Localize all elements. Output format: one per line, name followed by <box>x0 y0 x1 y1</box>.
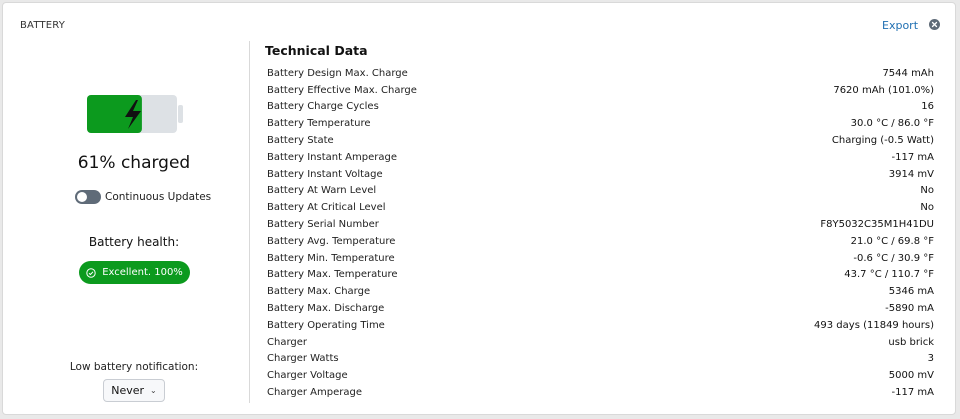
continuous-updates-toggle[interactable] <box>75 190 101 204</box>
continuous-updates-row <box>75 189 211 205</box>
technical-data-key: Battery At Critical Level <box>267 202 386 214</box>
technical-data-key: Battery State <box>267 135 334 147</box>
technical-data-row <box>267 384 934 401</box>
technical-data-row <box>267 216 934 233</box>
technical-data-key: Battery Temperature <box>267 118 371 130</box>
technical-data-key: Battery Charge Cycles <box>267 101 379 113</box>
technical-data-value: No <box>920 185 934 197</box>
technical-data-row <box>267 250 934 267</box>
notification-select[interactable] <box>103 379 165 402</box>
technical-data-key: Battery Effective Max. Charge <box>267 84 417 96</box>
battery-health-value: Excellent. 100% <box>102 267 183 278</box>
technical-data-key: Battery Design Max. Charge <box>267 67 408 79</box>
technical-data-key: Charger Amperage <box>267 387 362 399</box>
technical-data-key: Battery Max. Charge <box>267 286 371 298</box>
technical-data-value: 5346 mA <box>888 286 934 298</box>
toggle-knob <box>77 192 87 202</box>
export-link[interactable]: Export <box>882 19 919 32</box>
technical-data-row <box>267 283 934 300</box>
technical-data-value: 3 <box>927 353 934 365</box>
technical-data-value: Charging (-0.5 Watt) <box>831 135 934 147</box>
battery-health-label: Battery health: <box>88 235 180 249</box>
technical-data-key: Battery Serial Number <box>267 219 379 231</box>
continuous-updates-label: Continuous Updates <box>105 191 212 203</box>
technical-data-row <box>267 267 934 284</box>
technical-data-row <box>267 132 934 149</box>
technical-data-row <box>267 317 934 334</box>
technical-data-key: Battery Instant Voltage <box>267 168 383 180</box>
battery-panel <box>2 2 956 415</box>
panel-title: BATTERY <box>20 20 66 31</box>
technical-data-value: 3914 mV <box>888 168 934 180</box>
technical-data-value: 7544 mAh <box>882 67 934 79</box>
technical-data-key: Charger Watts <box>267 353 339 365</box>
technical-data-key: Charger Voltage <box>267 370 348 382</box>
low-battery-notification-label: Low battery notification: <box>69 361 199 373</box>
technical-data-row <box>267 166 934 183</box>
technical-data-key: Battery Operating Time <box>267 319 385 331</box>
technical-data-value: -0.6 °C / 30.9 °F <box>853 252 934 264</box>
technical-data-title: Technical Data <box>265 43 368 58</box>
technical-data-row <box>267 65 934 82</box>
chevron-down-icon: ⌄ <box>150 386 157 395</box>
technical-data-value: 5000 mV <box>888 370 934 382</box>
technical-data-key: Charger <box>267 336 307 348</box>
check-circle-icon <box>86 268 96 278</box>
technical-data-row <box>267 183 934 200</box>
charge-percentage: 61% charged <box>77 153 191 173</box>
battery-health-badge <box>79 261 190 284</box>
technical-data-row <box>267 199 934 216</box>
technical-data-row <box>267 300 934 317</box>
section-divider <box>249 41 250 403</box>
technical-data-value: 30.0 °C / 86.0 °F <box>850 118 934 130</box>
technical-data-key: Battery Instant Amperage <box>267 151 397 163</box>
technical-data-key: Battery Avg. Temperature <box>267 235 396 247</box>
technical-data-row <box>267 99 934 116</box>
technical-data-value: -5890 mA <box>885 303 934 315</box>
technical-data-value: F8Y5032C35M1H41DU <box>820 219 934 231</box>
technical-data-row <box>267 351 934 368</box>
technical-data-value: 7620 mAh (101.0%) <box>833 84 934 96</box>
technical-data-row <box>267 149 934 166</box>
technical-data-row <box>267 334 934 351</box>
technical-data-value: 21.0 °C / 69.8 °F <box>850 235 934 247</box>
technical-data-value: -117 mA <box>891 387 934 399</box>
notification-select-value: Never <box>111 384 145 397</box>
technical-data-row <box>267 82 934 99</box>
technical-data-value: 43.7 °C / 110.7 °F <box>844 269 934 281</box>
technical-data-row <box>267 233 934 250</box>
close-icon[interactable] <box>929 19 940 30</box>
technical-data-value: -117 mA <box>891 151 934 163</box>
technical-data-row <box>267 367 934 384</box>
technical-data-value: usb brick <box>888 336 934 348</box>
technical-data-value: 16 <box>921 101 934 113</box>
technical-data-key: Battery Min. Temperature <box>267 252 395 264</box>
battery-summary <box>3 3 249 416</box>
technical-data-table <box>267 65 934 401</box>
technical-data-key: Battery Max. Discharge <box>267 303 385 315</box>
technical-data-value: No <box>920 202 934 214</box>
battery-icon <box>87 93 185 135</box>
technical-data-key: Battery At Warn Level <box>267 185 377 197</box>
technical-data-value: 493 days (11849 hours) <box>814 319 934 331</box>
technical-data-row <box>267 115 934 132</box>
technical-data-key: Battery Max. Temperature <box>267 269 398 281</box>
